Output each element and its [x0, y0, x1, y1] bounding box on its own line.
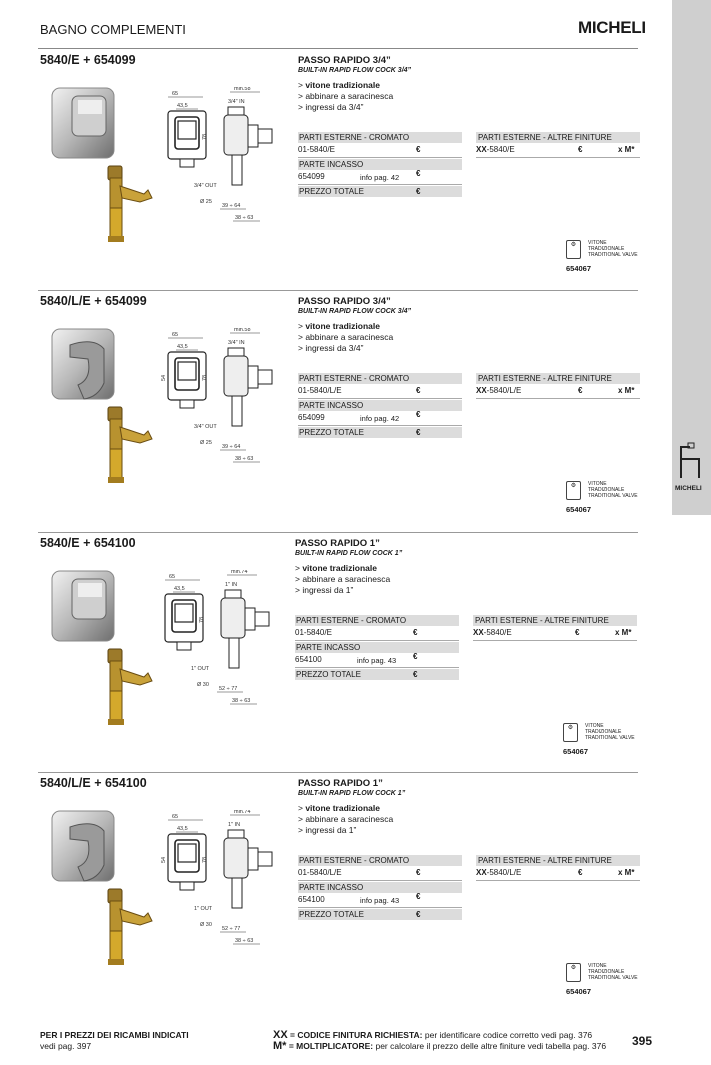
incasso-code: 654099 [298, 413, 325, 422]
dim-height: 78 [202, 374, 208, 381]
total-label: PREZZO TOTALE [299, 910, 364, 919]
header-divider [38, 48, 638, 49]
product-subtitle: BUILT-IN RAPID FLOW COCK 3/4” [298, 308, 412, 315]
dim-inner-width: 43,5 [177, 826, 188, 832]
valve-label: VITONE TRADIZIONALE TRADITIONAL VALVE [585, 723, 635, 741]
chrome-code: 01-5840/E [295, 628, 332, 637]
price-cell: € [578, 145, 583, 154]
feature-item: > abbinare a saracinesca [298, 332, 394, 342]
total-row [298, 427, 462, 438]
valve-code: 654067 [566, 505, 592, 514]
chrome-code: 01-5840/L/E [298, 386, 342, 395]
product-subtitle: BUILT-IN RAPID FLOW COCK 1” [298, 790, 406, 797]
feature-list [295, 563, 390, 596]
dim-inner-width: 43,5 [177, 344, 188, 350]
valve-code: 654067 [566, 264, 592, 273]
multiplier: x M* [618, 386, 635, 395]
valve-label: VITONE TRADIZIONALE TRADITIONAL VALVE [588, 481, 638, 499]
alt-code: -5840/E [486, 145, 515, 154]
finish-code: XX [476, 386, 487, 395]
table-header: PARTI ESTERNE - CROMATO [298, 132, 462, 143]
product-code: 5840/L/E + 654099 [40, 294, 147, 308]
footer-legend [273, 1030, 606, 1052]
total-row [295, 669, 459, 680]
product-photo [48, 323, 123, 408]
table-header: PARTI ESTERNE - CROMATO [295, 615, 459, 626]
table-row [295, 626, 459, 641]
dim-range-2: 38 ÷ 63 [235, 215, 254, 221]
table-row [298, 866, 462, 881]
dim-diameter: Ø 25 [200, 199, 212, 205]
incasso-info: info pag. 42 [360, 414, 400, 423]
incasso-code: 654100 [295, 655, 322, 664]
technical-drawing [158, 87, 288, 227]
alt-code: -5840/L/E [486, 386, 522, 395]
product-subtitle: BUILT-IN RAPID FLOW COCK 1” [295, 550, 403, 557]
valve-icon: ⚙ [566, 481, 581, 500]
feature-item: > vitone tradizionale [298, 803, 380, 813]
dim-diameter: Ø 30 [197, 682, 209, 688]
dim-min: min.74 [231, 570, 248, 575]
footer-note-ref: vedi pag. 397 [40, 1041, 92, 1051]
price-cell: € [416, 892, 421, 901]
table-row [298, 893, 462, 908]
total-row [298, 186, 462, 197]
dim-inlet: 3/4" IN [228, 99, 245, 105]
brass-body-photo [100, 647, 160, 727]
product-photo [48, 82, 123, 167]
brass-body-photo [100, 405, 160, 485]
side-tab-label: MICHELI [675, 485, 702, 492]
table-row [476, 384, 640, 399]
dim-inner-width: 43,5 [174, 586, 185, 592]
valve-icon: ⚙ [566, 240, 581, 259]
incasso-header: PARTE INCASSO [298, 882, 462, 893]
dim-range-2: 38 ÷ 63 [232, 698, 251, 704]
price-cell: € [416, 169, 421, 178]
dim-range-2: 38 ÷ 63 [235, 456, 254, 462]
table-row [473, 626, 637, 641]
feature-item: > abbinare a saracinesca [298, 91, 394, 101]
valve-code: 654067 [563, 747, 589, 756]
table-row [476, 866, 640, 881]
dim-diameter: Ø 30 [200, 922, 212, 928]
dim-range-1: 39 ÷ 64 [222, 203, 241, 209]
table-header: PARTI ESTERNE - CROMATO [298, 373, 462, 384]
feature-item: > vitone tradizionale [295, 563, 377, 573]
table-row [295, 653, 459, 668]
multiplier: x M* [618, 868, 635, 877]
valve-label: VITONE TRADIZIONALE TRADITIONAL VALVE [588, 240, 638, 258]
dim-outlet: 1" OUT [194, 906, 213, 912]
table-row [298, 143, 462, 158]
dim-height: 78 [202, 856, 208, 863]
dim-range-2: 38 ÷ 63 [235, 938, 254, 944]
dim-height: 78 [202, 133, 208, 140]
alt-code: -5840/L/E [486, 868, 522, 877]
legend-xx: XX = CODICE FINITURA RICHIESTA: per identificare codice corretto vedi pag. 376 [273, 1029, 593, 1041]
brass-body-photo [100, 164, 160, 244]
multiplier: x M* [618, 145, 635, 154]
incasso-code: 654099 [298, 172, 325, 181]
dim-inlet: 1" IN [228, 822, 241, 828]
total-price: € [416, 187, 421, 196]
table-row [476, 143, 640, 158]
product-photo [48, 805, 123, 890]
dim-height: 78 [199, 616, 205, 623]
incasso-header: PARTE INCASSO [298, 159, 462, 170]
faucet-icon [676, 440, 704, 480]
alt-header: PARTI ESTERNE - ALTRE FINITURE [473, 615, 637, 626]
dim-width: 65 [172, 814, 179, 820]
dim-width: 65 [172, 332, 179, 338]
feature-item: > ingressi da 1” [295, 585, 354, 595]
product-code: 5840/L/E + 654100 [40, 776, 147, 790]
dim-range-1: 52 ÷ 77 [222, 926, 241, 932]
price-table-chrome [298, 855, 462, 920]
finish-code: XX [473, 628, 484, 637]
valve-icon: ⚙ [566, 963, 581, 982]
price-cell: € [575, 628, 580, 637]
valve-code: 654067 [566, 987, 592, 996]
page-number: 395 [632, 1034, 653, 1048]
table-row [298, 170, 462, 185]
dim-range-1: 39 ÷ 64 [222, 444, 241, 450]
dim-range-1: 52 ÷ 77 [219, 686, 238, 692]
feature-item: > abbinare a saracinesca [298, 814, 394, 824]
price-table-alt [476, 132, 640, 158]
incasso-header: PARTE INCASSO [295, 642, 459, 653]
footer-note [40, 1030, 189, 1052]
feature-item: > vitone tradizionale [298, 80, 380, 90]
product-title: PASSO RAPIDO 3/4” [298, 55, 391, 66]
feature-list [298, 321, 393, 354]
finish-code: XX [476, 868, 487, 877]
dim-width: 65 [169, 574, 176, 580]
technical-drawing [158, 810, 288, 950]
alt-header: PARTI ESTERNE - ALTRE FINITURE [476, 132, 640, 143]
table-row [298, 384, 462, 399]
technical-drawing [155, 570, 285, 710]
product-title: PASSO RAPIDO 1” [298, 778, 383, 789]
total-label: PREZZO TOTALE [296, 670, 361, 679]
footer-note-title: PER I PREZZI DEI RICAMBI INDICATI [40, 1030, 189, 1040]
dim-side: 54 [161, 856, 167, 863]
dim-inner-width: 43,5 [177, 103, 188, 109]
total-price: € [413, 670, 418, 679]
price-table-alt [473, 615, 637, 641]
price-cell: € [578, 868, 583, 877]
valve-icon: ⚙ [563, 723, 578, 742]
price-cell: € [413, 652, 418, 661]
brand-logo: MICHELI [578, 18, 646, 37]
section-divider [38, 290, 638, 291]
dim-outlet: 3/4" OUT [194, 424, 217, 430]
finish-code: XX [476, 145, 487, 154]
dim-inlet: 3/4" IN [228, 340, 245, 346]
price-table-alt [476, 373, 640, 399]
price-cell: € [416, 386, 421, 395]
total-price: € [416, 910, 421, 919]
price-cell: € [416, 145, 421, 154]
price-cell: € [413, 628, 418, 637]
feature-item: > ingressi da 1” [298, 825, 357, 835]
side-tab [672, 0, 711, 515]
product-code: 5840/E + 654099 [40, 53, 136, 67]
price-cell: € [416, 868, 421, 877]
price-cell: € [416, 410, 421, 419]
dim-width: 65 [172, 91, 179, 97]
brass-body-photo [100, 887, 160, 967]
incasso-code: 654100 [298, 895, 325, 904]
incasso-info: info pag. 43 [360, 896, 400, 905]
product-subtitle: BUILT-IN RAPID FLOW COCK 3/4” [298, 67, 412, 74]
feature-list [298, 803, 393, 836]
total-label: PREZZO TOTALE [299, 187, 364, 196]
price-table-alt [476, 855, 640, 881]
price-cell: € [578, 386, 583, 395]
dim-min: min.74 [234, 810, 251, 815]
alt-header: PARTI ESTERNE - ALTRE FINITURE [476, 373, 640, 384]
legend-m: M* = MOLTIPLICATORE: per calcolare il prezzo delle altre finiture vedi tabella pag. 376 [273, 1040, 607, 1052]
multiplier: x M* [615, 628, 632, 637]
dim-diameter: Ø 25 [200, 440, 212, 446]
product-title: PASSO RAPIDO 1” [295, 538, 380, 549]
price-table-chrome [295, 615, 459, 680]
incasso-info: info pag. 43 [357, 656, 397, 665]
incasso-header: PARTE INCASSO [298, 400, 462, 411]
table-header: PARTI ESTERNE - CROMATO [298, 855, 462, 866]
total-label: PREZZO TOTALE [299, 428, 364, 437]
incasso-info: info pag. 42 [360, 173, 400, 182]
section-title: BAGNO COMPLEMENTI [40, 22, 186, 37]
total-price: € [416, 428, 421, 437]
dim-min: min.58 [234, 328, 251, 333]
feature-item: > ingressi da 3/4” [298, 343, 364, 353]
dim-min: min.58 [234, 87, 251, 92]
product-photo [48, 565, 123, 650]
alt-code: -5840/E [483, 628, 512, 637]
price-table-chrome [298, 132, 462, 197]
section-divider [38, 532, 638, 533]
feature-item: > abbinare a saracinesca [295, 574, 391, 584]
table-row [298, 411, 462, 426]
product-title: PASSO RAPIDO 3/4” [298, 296, 391, 307]
product-code: 5840/E + 654100 [40, 536, 136, 550]
feature-list [298, 80, 393, 113]
dim-outlet: 3/4" OUT [194, 183, 217, 189]
dim-inlet: 1" IN [225, 582, 238, 588]
technical-drawing [158, 328, 288, 468]
chrome-code: 01-5840/E [298, 145, 335, 154]
feature-item: > vitone tradizionale [298, 321, 380, 331]
section-divider [38, 772, 638, 773]
price-table-chrome [298, 373, 462, 438]
dim-outlet: 1" OUT [191, 666, 210, 672]
chrome-code: 01-5840/L/E [298, 868, 342, 877]
total-row [298, 909, 462, 920]
alt-header: PARTI ESTERNE - ALTRE FINITURE [476, 855, 640, 866]
feature-item: > ingressi da 3/4” [298, 102, 364, 112]
dim-side: 54 [161, 374, 167, 381]
valve-label: VITONE TRADIZIONALE TRADITIONAL VALVE [588, 963, 638, 981]
